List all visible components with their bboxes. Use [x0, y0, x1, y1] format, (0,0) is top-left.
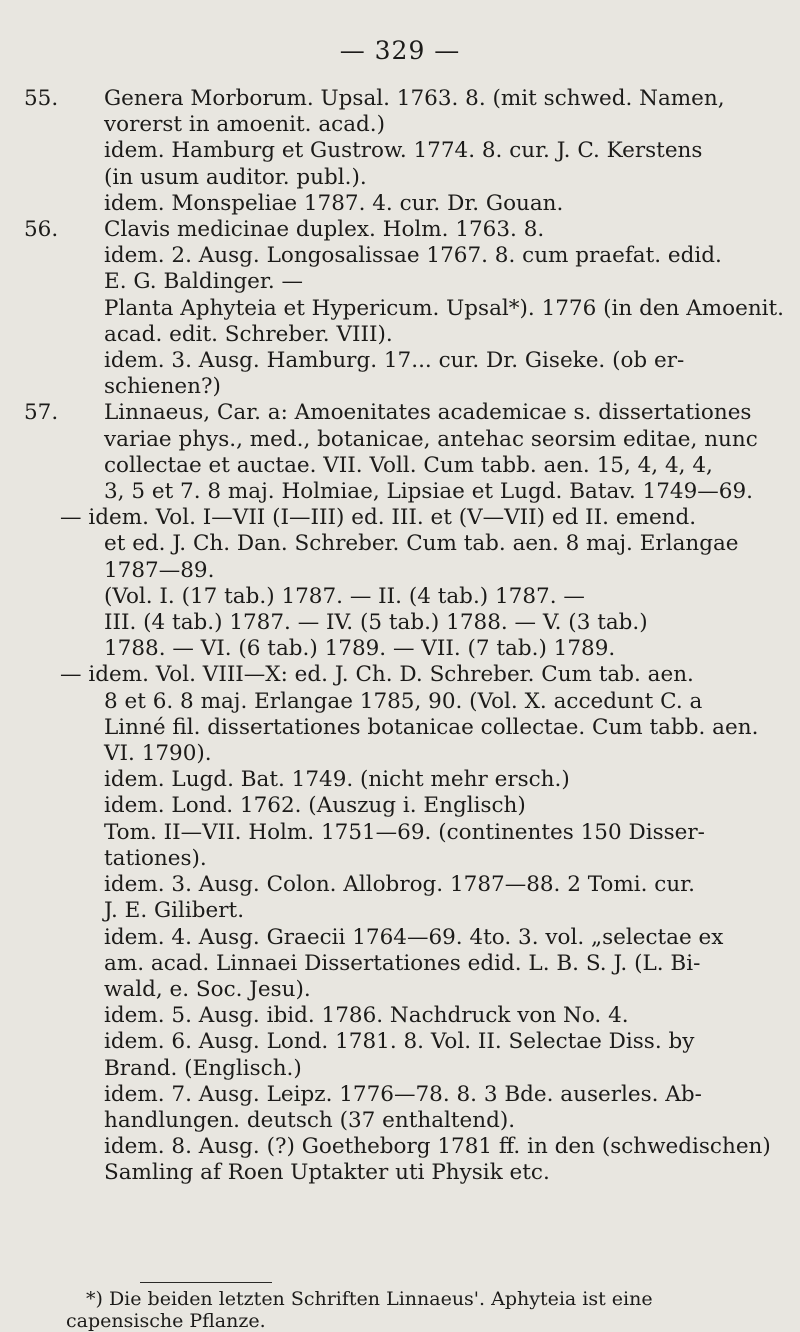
entry-line: Linné fil. dissertationes botanicae collectae. Cum tabb. aen. — [104, 714, 759, 740]
entry-56 — [24, 217, 785, 400]
entry-line: — idem. Vol. VIII—X: ed. J. Ch. D. Schreber. Cum tab. aen. — [60, 662, 694, 688]
entry-number: 56. — [24, 217, 59, 243]
entry-line: acad. edit. Schreber. VIII). — [104, 321, 393, 347]
entry-line: idem. 5. Ausg. ibid. 1786. Nachdruck von No. 4. — [104, 1003, 629, 1029]
entry-line: Brand. (Englisch.) — [104, 1055, 302, 1081]
footnote-line: *) Die beiden letzten Schriften Linnaeus'. Aphyteia ist eine — [86, 1288, 653, 1310]
entry-line: Genera Morborum. Upsal. 1763. 8. (mit schwed. Namen, — [104, 86, 725, 111]
entry-55 — [24, 86, 765, 217]
entry-number: 57. — [24, 400, 59, 426]
footnote-line: capensische Pflanze. — [66, 1310, 266, 1332]
entry-line: idem. Hamburg et Gustrow. 1774. 8. cur. J. C. Kerstens — [104, 138, 703, 164]
entry-line: — idem. Vol. I—VII (I—III) ed. III. et (V—VII) ed II. emend. — [60, 505, 697, 531]
entry-line: J. E. Gilibert. — [104, 898, 245, 924]
entry-line: Clavis medicinae duplex. Holm. 1763. 8. — [104, 217, 545, 243]
footnote — [66, 1288, 766, 1332]
footnote-divider — [140, 1282, 272, 1283]
entry-line: idem. 6. Ausg. Lond. 1781. 8. Vol. II. Selectae Diss. by — [104, 1029, 695, 1055]
entry-line: (in usum auditor. publ.). — [104, 164, 367, 190]
entry-line: Samling af Roen Uptakter uti Physik etc. — [104, 1160, 550, 1186]
entry-line: VI. 1790). — [104, 741, 212, 767]
entry-line: handlungen. deutsch (37 enthaltend). — [104, 1107, 516, 1133]
entry-line: variae phys., med., botanicae, antehac seorsim editae, nunc — [104, 426, 758, 452]
entry-line: wald, e. Soc. Jesu). — [104, 976, 311, 1002]
entry-line: idem. Lond. 1762. (Auszug i. Englisch) — [104, 793, 526, 819]
entry-line: idem. 3. Ausg. Hamburg. 17... cur. Dr. Giseke. (ob er- — [104, 348, 685, 374]
entry-line: idem. Lugd. Bat. 1749. (nicht mehr ersch.) — [104, 767, 570, 793]
entry-line: 8 et 6. 8 maj. Erlangae 1785, 90. (Vol. X. accedunt C. a — [104, 688, 703, 714]
entry-57 — [24, 400, 771, 1186]
entry-line: idem. 3. Ausg. Colon. Allobrog. 1787—88. 2 Tomi. cur. — [104, 872, 695, 898]
entry-line: 1788. — VI. (6 tab.) 1789. — VII. (7 tab.) 1789. — [104, 636, 616, 662]
entry-line: idem. 2. Ausg. Longosalissae 1767. 8. cum praefat. edid. — [104, 243, 722, 269]
entry-line: idem. Monspeliae 1787. 4. cur. Dr. Gouan. — [104, 190, 564, 216]
entry-line: idem. 7. Ausg. Leipz. 1776—78. 8. 3 Bde. auserles. Ab- — [104, 1081, 702, 1107]
entry-line: idem. 4. Ausg. Graecii 1764—69. 4to. 3. vol. „selectae ex — [104, 924, 724, 950]
entry-line: schienen?) — [104, 374, 221, 400]
entry-line: E. G. Baldinger. — — [104, 269, 303, 295]
entry-line: collectae et auctae. VII. Voll. Cum tabb. aen. 15, 4, 4, 4, — [104, 452, 713, 478]
entry-line: 3, 5 et 7. 8 maj. Holmiae, Lipsiae et Lugd. Batav. 1749—69. — [104, 479, 753, 505]
entry-line: III. (4 tab.) 1787. — IV. (5 tab.) 1788. — V. (3 tab.) — [104, 610, 648, 636]
entry-line: Linnaeus, Car. a: Amoenitates academicae s. dissertationes — [104, 400, 752, 426]
entry-line: am. acad. Linnaei Dissertationes edid. L. B. S. J. (L. Bi- — [104, 950, 701, 976]
entry-line: Planta Aphyteia et Hypericum. Upsal*). 1776 (in den Amoenit. — [104, 295, 785, 321]
entry-number: 55. — [24, 86, 59, 111]
page-number: — 329 — — [339, 36, 461, 65]
entry-line: tationes). — [104, 845, 207, 871]
bibliography-entries — [24, 86, 785, 1187]
entry-line: Tom. II—VII. Holm. 1751—69. (continentes 150 Disser- — [104, 819, 705, 845]
entry-line: idem. 8. Ausg. (?) Goetheborg 1781 ff. in den (schwedischen) — [104, 1134, 771, 1160]
entry-line: (Vol. I. (17 tab.) 1787. — II. (4 tab.) 1787. — — [104, 583, 585, 609]
entry-line: vorerst in amoenit. acad.) — [104, 112, 386, 138]
entry-line: et ed. J. Ch. Dan. Schreber. Cum tab. aen. 8 maj. Erlangae — [104, 531, 739, 557]
entry-line: 1787—89. — [104, 557, 215, 583]
